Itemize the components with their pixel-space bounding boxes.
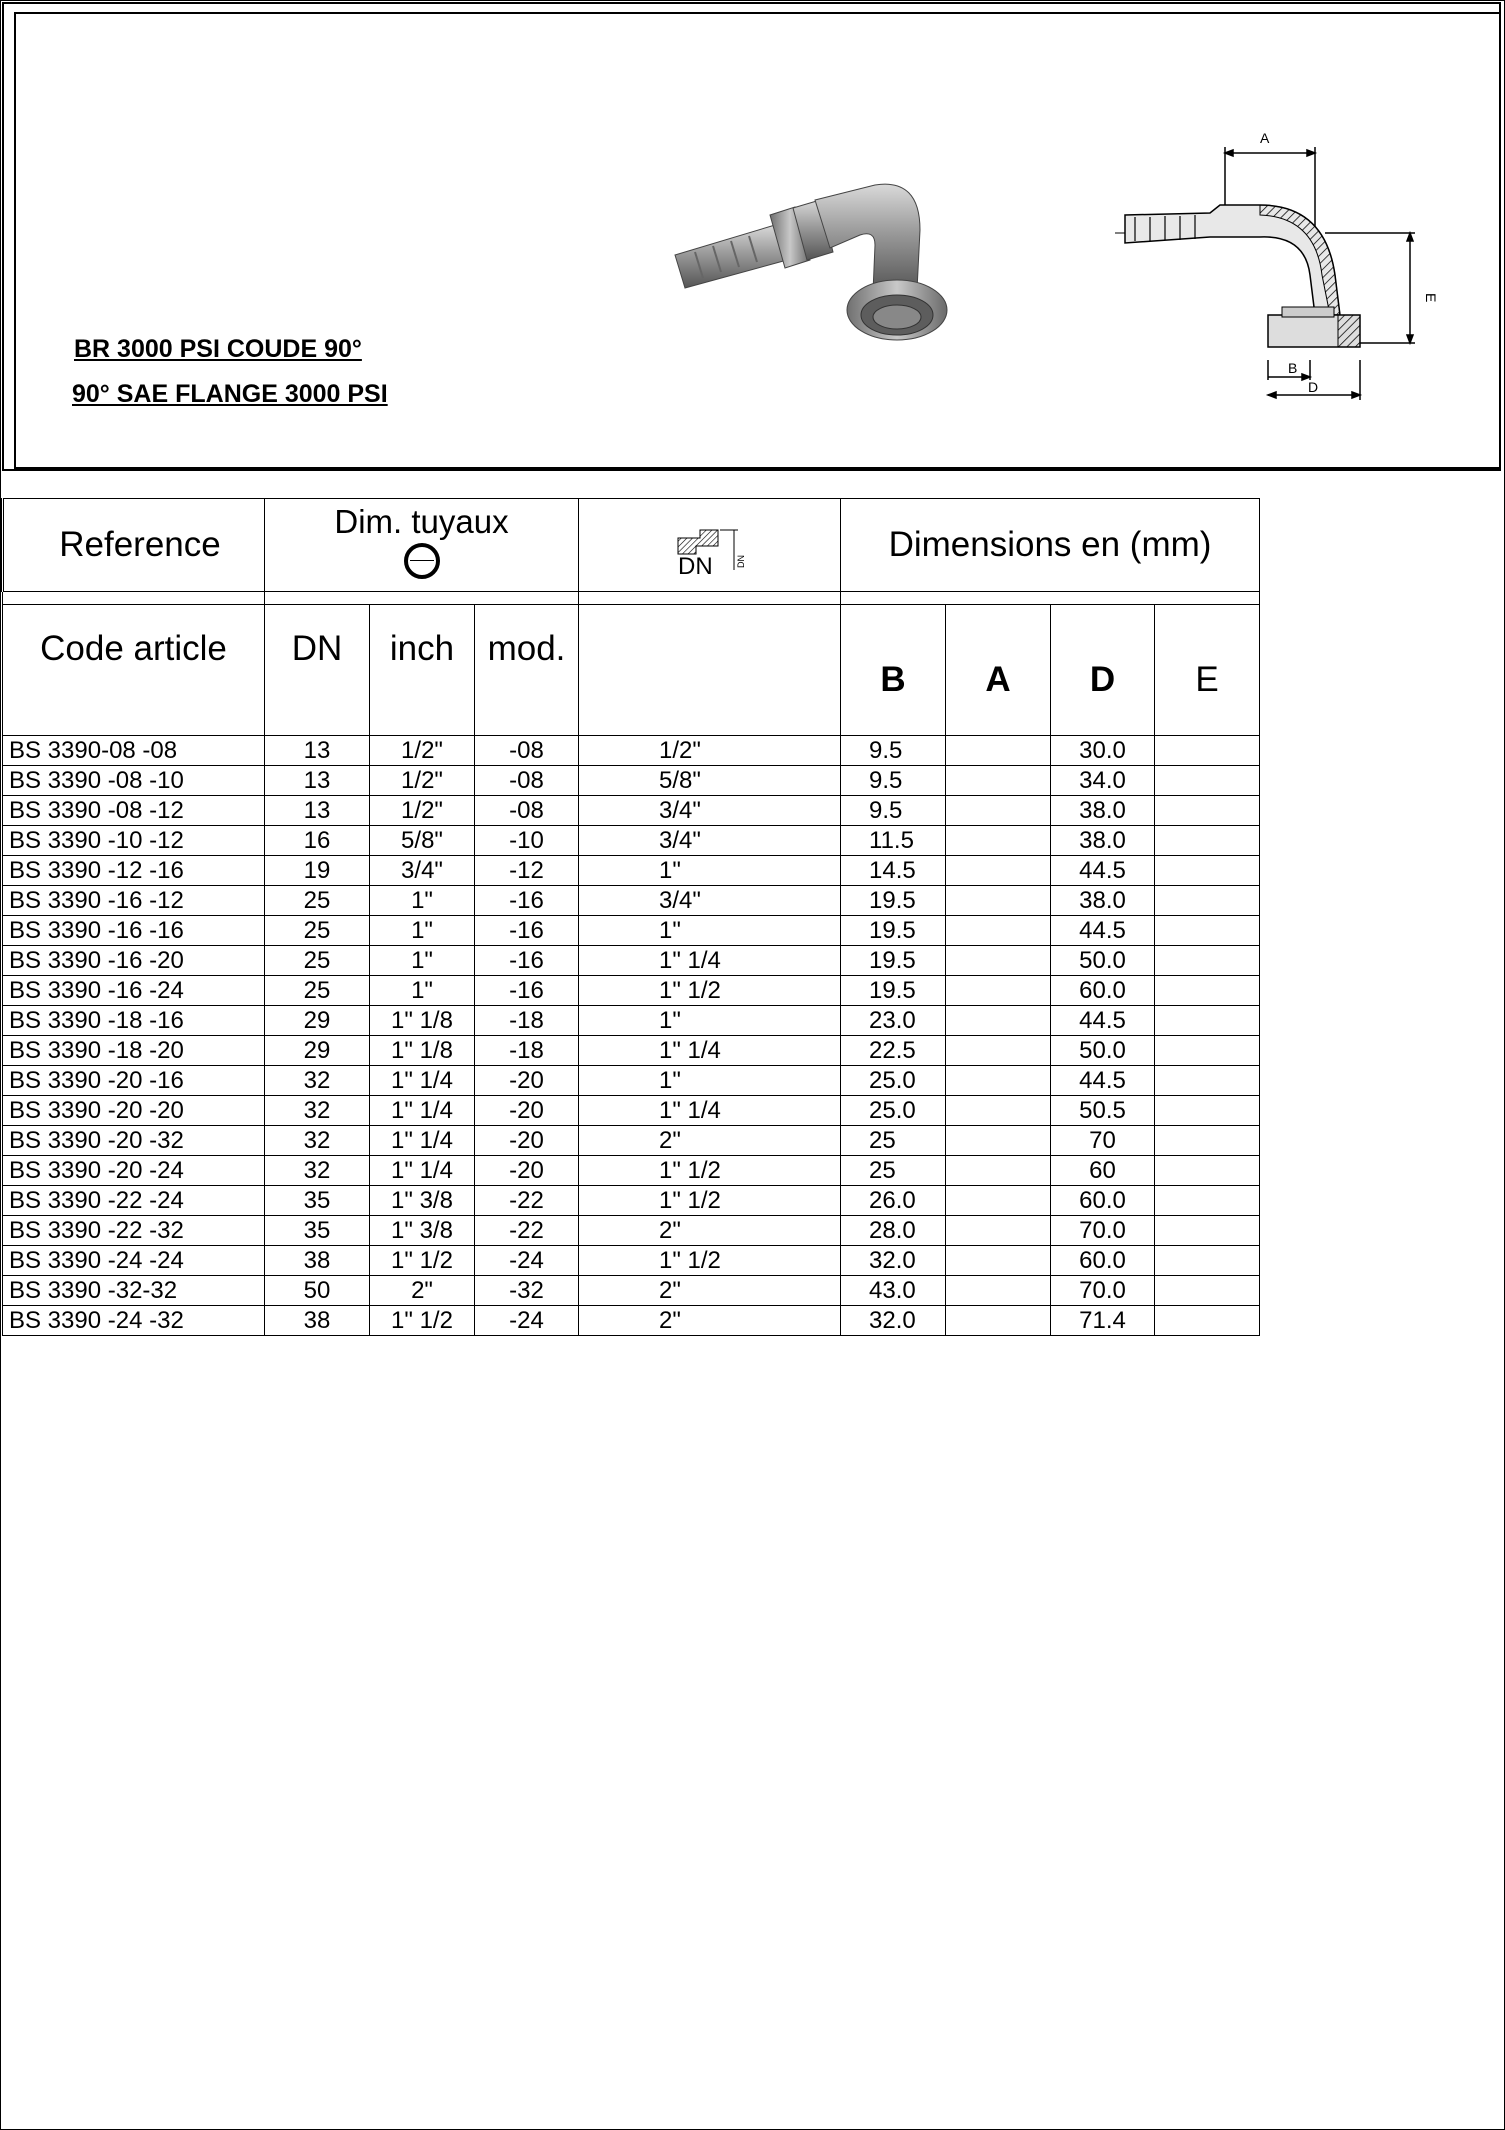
- cell-e: [1155, 1126, 1260, 1156]
- cell-dn: 29: [265, 1006, 370, 1036]
- cell-mod: -24: [475, 1246, 579, 1276]
- table-row: [3, 1066, 1260, 1096]
- cell-e: [1155, 826, 1260, 856]
- cell-mod: -22: [475, 1216, 579, 1246]
- cell-b: 25: [841, 1156, 946, 1186]
- cell-a: [946, 946, 1051, 976]
- product-title-fr: BR 3000 PSI COUDE 90°: [74, 335, 362, 363]
- cell-b: 25.0: [841, 1066, 946, 1096]
- fitting-technical-drawing: [1110, 125, 1480, 415]
- cell-ref: BS 3390 -16 -12: [3, 886, 265, 916]
- col-b: B: [841, 605, 946, 736]
- cell-flange: 1" 1/4: [579, 1096, 841, 1126]
- cell-b: 28.0: [841, 1216, 946, 1246]
- cell-e: [1155, 1096, 1260, 1126]
- col-mod: mod.: [475, 605, 579, 736]
- cell-flange: 1" 1/4: [579, 1036, 841, 1066]
- table-row: [3, 886, 1260, 916]
- dim-label-b: B: [1288, 360, 1298, 376]
- cell-a: [946, 976, 1051, 1006]
- cell-inch: 1" 1/4: [370, 1156, 475, 1186]
- cell-e: [1155, 1276, 1260, 1306]
- cell-mod: -16: [475, 946, 579, 976]
- cell-e: [1155, 1246, 1260, 1276]
- header-dim-tuyaux: [265, 499, 579, 592]
- cell-d: 44.5: [1051, 856, 1155, 886]
- fitting-photo-image: [665, 160, 1005, 360]
- cell-flange: 2": [579, 1126, 841, 1156]
- cell-b: 19.5: [841, 886, 946, 916]
- cell-a: [946, 1036, 1051, 1066]
- table-row: [3, 1036, 1260, 1066]
- cell-d: 44.5: [1051, 916, 1155, 946]
- cell-inch: 1/2": [370, 736, 475, 766]
- cell-flange: 3/4": [579, 886, 841, 916]
- cell-b: 43.0: [841, 1276, 946, 1306]
- cell-b: 19.5: [841, 946, 946, 976]
- dim-label-d: D: [1308, 379, 1319, 395]
- cell-inch: 1" 1/2: [370, 1246, 475, 1276]
- cell-dn: 35: [265, 1216, 370, 1246]
- cell-a: [946, 826, 1051, 856]
- cell-a: [946, 1306, 1051, 1336]
- cell-ref: BS 3390 -16 -20: [3, 946, 265, 976]
- cell-a: [946, 1216, 1051, 1246]
- cell-mod: -24: [475, 1306, 579, 1336]
- cell-dn: 25: [265, 946, 370, 976]
- flange-dn-label: DN: [677, 552, 713, 578]
- cell-ref: BS 3390 -24 -32: [3, 1306, 265, 1336]
- cell-d: 38.0: [1051, 886, 1155, 916]
- cell-dn: 29: [265, 1036, 370, 1066]
- cell-inch: 1" 1/4: [370, 1096, 475, 1126]
- cell-d: 60.0: [1051, 1246, 1155, 1276]
- cell-inch: 5/8": [370, 826, 475, 856]
- cell-inch: 1" 1/8: [370, 1006, 475, 1036]
- diameter-circle-icon: [404, 543, 440, 579]
- cell-b: 19.5: [841, 916, 946, 946]
- cell-d: 70: [1051, 1126, 1155, 1156]
- cell-mod: -20: [475, 1156, 579, 1186]
- cell-ref: BS 3390 -12 -16: [3, 856, 265, 886]
- cell-b: 32.0: [841, 1306, 946, 1336]
- cell-d: 34.0: [1051, 766, 1155, 796]
- gap-cell: [3, 592, 265, 605]
- table-row: [3, 1156, 1260, 1186]
- cell-e: [1155, 1186, 1260, 1216]
- cell-a: [946, 856, 1051, 886]
- cell-flange: 5/8": [579, 766, 841, 796]
- cell-b: 11.5: [841, 826, 946, 856]
- cell-d: 70.0: [1051, 1276, 1155, 1306]
- cell-mod: -08: [475, 796, 579, 826]
- table-row: [3, 1186, 1260, 1216]
- cell-a: [946, 1186, 1051, 1216]
- cell-b: 9.5: [841, 736, 946, 766]
- cell-a: [946, 1156, 1051, 1186]
- header-dimensions: Dimensions en (mm): [841, 499, 1260, 592]
- cell-inch: 1/2": [370, 766, 475, 796]
- cell-ref: BS 3390 -20 -24: [3, 1156, 265, 1186]
- cell-dn: 19: [265, 856, 370, 886]
- cell-dn: 25: [265, 916, 370, 946]
- table-row: [3, 766, 1260, 796]
- table-row: [3, 1216, 1260, 1246]
- gap-cell: [841, 592, 1260, 605]
- cell-b: 25.0: [841, 1096, 946, 1126]
- col-e: E: [1155, 605, 1260, 736]
- cell-d: 44.5: [1051, 1006, 1155, 1036]
- cell-e: [1155, 856, 1260, 886]
- header-reference: Reference: [3, 499, 265, 592]
- cell-flange: 3/4": [579, 796, 841, 826]
- cell-a: [946, 736, 1051, 766]
- cell-flange: 1/2": [579, 736, 841, 766]
- cell-a: [946, 1276, 1051, 1306]
- product-title-en: 90° SAE FLANGE 3000 PSI: [72, 380, 388, 408]
- cell-b: 14.5: [841, 856, 946, 886]
- cell-ref: BS 3390 -22 -32: [3, 1216, 265, 1246]
- cell-dn: 25: [265, 976, 370, 1006]
- cell-d: 30.0: [1051, 736, 1155, 766]
- cell-a: [946, 796, 1051, 826]
- cell-e: [1155, 766, 1260, 796]
- cell-e: [1155, 946, 1260, 976]
- cell-ref: BS 3390 -32-32: [3, 1276, 265, 1306]
- cell-e: [1155, 916, 1260, 946]
- cell-e: [1155, 1006, 1260, 1036]
- cell-e: [1155, 736, 1260, 766]
- cell-b: 22.5: [841, 1036, 946, 1066]
- flange-section-icon: [660, 508, 760, 578]
- cell-inch: 1" 1/8: [370, 1036, 475, 1066]
- flange-dn-small-label: DN: [735, 554, 746, 568]
- cell-d: 60.0: [1051, 1186, 1155, 1216]
- cell-mod: -18: [475, 1006, 579, 1036]
- cell-flange: 2": [579, 1306, 841, 1336]
- cell-mod: -16: [475, 916, 579, 946]
- cell-e: [1155, 1156, 1260, 1186]
- cell-dn: 32: [265, 1126, 370, 1156]
- cell-dn: 16: [265, 826, 370, 856]
- cell-d: 50.5: [1051, 1096, 1155, 1126]
- cell-inch: 1": [370, 916, 475, 946]
- cell-b: 9.5: [841, 766, 946, 796]
- cell-b: 25: [841, 1126, 946, 1156]
- table-row: [3, 1096, 1260, 1126]
- table-row: [3, 856, 1260, 886]
- cell-d: 44.5: [1051, 1066, 1155, 1096]
- cell-ref: BS 3390 -18 -20: [3, 1036, 265, 1066]
- cell-dn: 32: [265, 1066, 370, 1096]
- cell-flange: 3/4": [579, 826, 841, 856]
- cell-a: [946, 1006, 1051, 1036]
- cell-mod: -16: [475, 976, 579, 1006]
- cell-d: 71.4: [1051, 1306, 1155, 1336]
- cell-ref: BS 3390 -16 -16: [3, 916, 265, 946]
- col-code-article: Code article: [3, 605, 265, 736]
- table-row: [3, 1276, 1260, 1306]
- cell-inch: 1": [370, 946, 475, 976]
- cell-mod: -10: [475, 826, 579, 856]
- cell-flange: 1": [579, 856, 841, 886]
- cell-d: 38.0: [1051, 796, 1155, 826]
- cell-e: [1155, 886, 1260, 916]
- cell-a: [946, 766, 1051, 796]
- cell-flange: 1": [579, 1006, 841, 1036]
- cell-inch: 2": [370, 1276, 475, 1306]
- table-row: [3, 1006, 1260, 1036]
- cell-dn: 50: [265, 1276, 370, 1306]
- cell-mod: -08: [475, 736, 579, 766]
- cell-mod: -20: [475, 1126, 579, 1156]
- dim-label-a: A: [1260, 130, 1270, 146]
- table-row: [3, 1246, 1260, 1276]
- cell-mod: -20: [475, 1096, 579, 1126]
- cell-d: 60: [1051, 1156, 1155, 1186]
- cell-inch: 1": [370, 976, 475, 1006]
- cell-b: 32.0: [841, 1246, 946, 1276]
- col-d: D: [1051, 605, 1155, 736]
- cell-a: [946, 886, 1051, 916]
- cell-b: 9.5: [841, 796, 946, 826]
- cell-dn: 13: [265, 766, 370, 796]
- cell-inch: 1" 1/4: [370, 1066, 475, 1096]
- cell-a: [946, 916, 1051, 946]
- cell-mod: -32: [475, 1276, 579, 1306]
- cell-b: 26.0: [841, 1186, 946, 1216]
- table-row: [3, 1126, 1260, 1156]
- table-row: [3, 736, 1260, 766]
- cell-mod: -22: [475, 1186, 579, 1216]
- dim-tuyaux-label: Dim. tuyaux: [334, 503, 509, 540]
- gap-cell: [265, 592, 579, 605]
- cell-mod: -08: [475, 766, 579, 796]
- cell-ref: BS 3390 -16 -24: [3, 976, 265, 1006]
- table-row: [3, 796, 1260, 826]
- cell-mod: -18: [475, 1036, 579, 1066]
- cell-a: [946, 1246, 1051, 1276]
- cell-e: [1155, 1036, 1260, 1066]
- cell-dn: 38: [265, 1306, 370, 1336]
- cell-flange: 1": [579, 916, 841, 946]
- cell-ref: BS 3390 -22 -24: [3, 1186, 265, 1216]
- table-row: [3, 946, 1260, 976]
- cell-ref: BS 3390 -20 -16: [3, 1066, 265, 1096]
- cell-flange: 2": [579, 1216, 841, 1246]
- col-dn: DN: [265, 605, 370, 736]
- cell-flange: 1" 1/4: [579, 946, 841, 976]
- cell-dn: 13: [265, 796, 370, 826]
- col-a: A: [946, 605, 1051, 736]
- cell-ref: BS 3390 -10 -12: [3, 826, 265, 856]
- dim-label-e: E: [1423, 293, 1439, 303]
- cell-dn: 32: [265, 1096, 370, 1126]
- cell-inch: 1" 1/2: [370, 1306, 475, 1336]
- table-row: [3, 976, 1260, 1006]
- cell-d: 50.0: [1051, 946, 1155, 976]
- cell-d: 38.0: [1051, 826, 1155, 856]
- cell-a: [946, 1066, 1051, 1096]
- cell-d: 50.0: [1051, 1036, 1155, 1066]
- cell-inch: 1" 1/4: [370, 1126, 475, 1156]
- cell-ref: BS 3390 -24 -24: [3, 1246, 265, 1276]
- cell-mod: -16: [475, 886, 579, 916]
- cell-e: [1155, 796, 1260, 826]
- cell-a: [946, 1126, 1051, 1156]
- cell-e: [1155, 976, 1260, 1006]
- cell-flange: 1": [579, 1066, 841, 1096]
- cell-ref: BS 3390 -08 -10: [3, 766, 265, 796]
- cell-ref: BS 3390 -18 -16: [3, 1006, 265, 1036]
- cell-ref: BS 3390 -08 -12: [3, 796, 265, 826]
- cell-b: 23.0: [841, 1006, 946, 1036]
- cell-a: [946, 1096, 1051, 1126]
- cell-flange: 1" 1/2: [579, 976, 841, 1006]
- cell-inch: 1" 3/8: [370, 1186, 475, 1216]
- cell-inch: 3/4": [370, 856, 475, 886]
- col-flange: [579, 605, 841, 736]
- cell-dn: 38: [265, 1246, 370, 1276]
- cell-d: 60.0: [1051, 976, 1155, 1006]
- col-inch: inch: [370, 605, 475, 736]
- cell-flange: 1" 1/2: [579, 1186, 841, 1216]
- cell-inch: 1" 3/8: [370, 1216, 475, 1246]
- cell-mod: -20: [475, 1066, 579, 1096]
- cell-dn: 32: [265, 1156, 370, 1186]
- cell-d: 70.0: [1051, 1216, 1155, 1246]
- cell-dn: 25: [265, 886, 370, 916]
- table-row: [3, 826, 1260, 856]
- cell-e: [1155, 1066, 1260, 1096]
- cell-flange: 2": [579, 1276, 841, 1306]
- table-row: [3, 1306, 1260, 1336]
- cell-flange: 1" 1/2: [579, 1156, 841, 1186]
- cell-e: [1155, 1216, 1260, 1246]
- gap-cell: [579, 592, 841, 605]
- cell-ref: BS 3390 -20 -20: [3, 1096, 265, 1126]
- cell-flange: 1" 1/2: [579, 1246, 841, 1276]
- cell-b: 19.5: [841, 976, 946, 1006]
- cell-ref: BS 3390 -20 -32: [3, 1126, 265, 1156]
- cell-ref: BS 3390-08 -08: [3, 736, 265, 766]
- header-flange-dn: [579, 499, 841, 592]
- cell-e: [1155, 1306, 1260, 1336]
- cell-mod: -12: [475, 856, 579, 886]
- cell-dn: 35: [265, 1186, 370, 1216]
- specification-table: [1, 498, 1260, 1336]
- cell-inch: 1/2": [370, 796, 475, 826]
- table-row: [3, 916, 1260, 946]
- cell-inch: 1": [370, 886, 475, 916]
- cell-dn: 13: [265, 736, 370, 766]
